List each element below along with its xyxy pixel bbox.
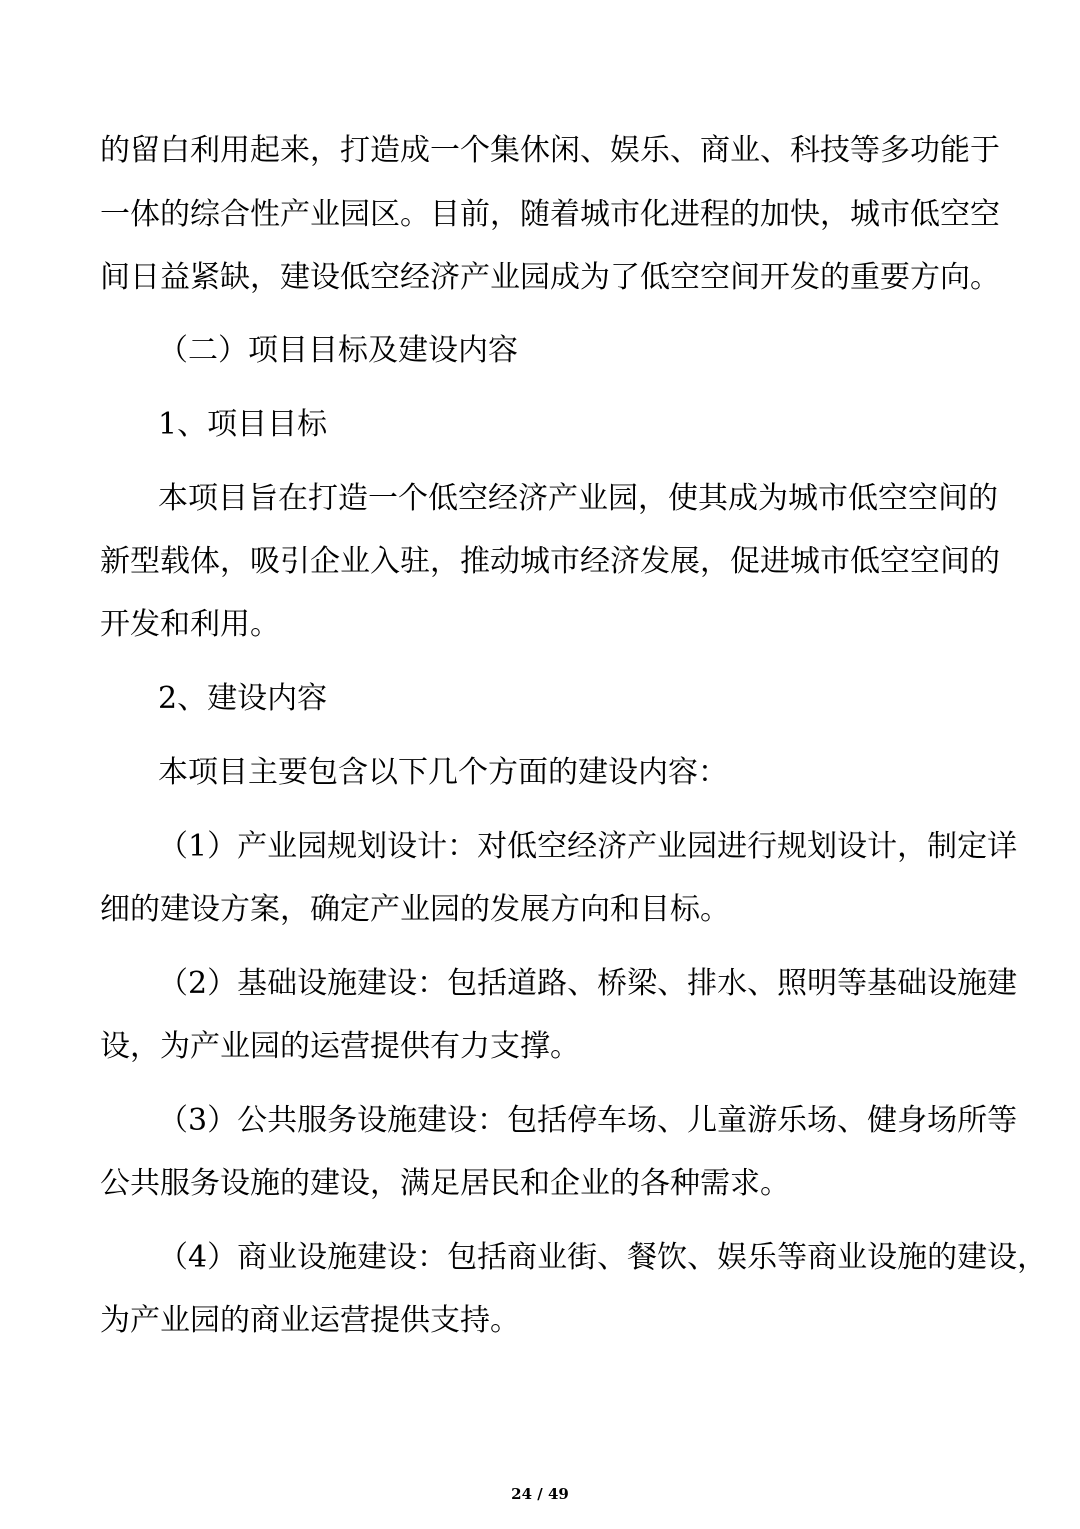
content-item-3-line-2: 公共服务设施的建设，满足居民和企业的各种需求。 [100, 1166, 790, 1201]
paragraph-continuation-line-3: 间日益紧缺，建设低空经济产业园成为了低空空间开发的重要方向。 [100, 260, 1000, 295]
content-item-2-line-1: （2）基础设施建设：包括道路、桥梁、排水、照明等基础设施建 [158, 966, 1018, 1001]
subsection-heading-content: 2、建设内容 [158, 681, 328, 716]
section-heading: （二）项目目标及建设内容 [158, 333, 518, 368]
content-item-1-line-2: 细的建设方案，确定产业园的发展方向和目标。 [100, 892, 730, 927]
content-item-1-line-1: （1）产业园规划设计：对低空经济产业园进行规划设计，制定详 [158, 829, 1018, 864]
goals-paragraph-line-3: 开发和利用。 [100, 607, 280, 642]
paragraph-continuation-line-1: 的留白利用起来，打造成一个集休闲、娱乐、商业、科技等多功能于 [100, 133, 1000, 168]
page-number: 24 / 49 [511, 1485, 569, 1503]
goals-paragraph-line-1: 本项目旨在打造一个低空经济产业园，使其成为城市低空空间的 [158, 481, 998, 516]
goals-paragraph-line-2: 新型载体，吸引企业入驻，推动城市经济发展，促进城市低空空间的 [100, 544, 1000, 579]
content-item-3-line-1: （3）公共服务设施建设：包括停车场、儿童游乐场、健身场所等 [158, 1103, 1018, 1138]
content-item-4-line-1: （4）商业设施建设：包括商业街、餐饮、娱乐等商业设施的建设， [158, 1240, 1048, 1275]
content-item-2-line-2: 设，为产业园的运营提供有力支撑。 [100, 1029, 580, 1064]
paragraph-continuation-line-2: 一体的综合性产业园区。目前，随着城市化进程的加快，城市低空空 [100, 197, 1000, 232]
content-intro: 本项目主要包含以下几个方面的建设内容： [158, 755, 728, 790]
content-item-4-line-2: 为产业园的商业运营提供支持。 [100, 1303, 520, 1338]
subsection-heading-goals: 1、项目目标 [158, 407, 328, 442]
